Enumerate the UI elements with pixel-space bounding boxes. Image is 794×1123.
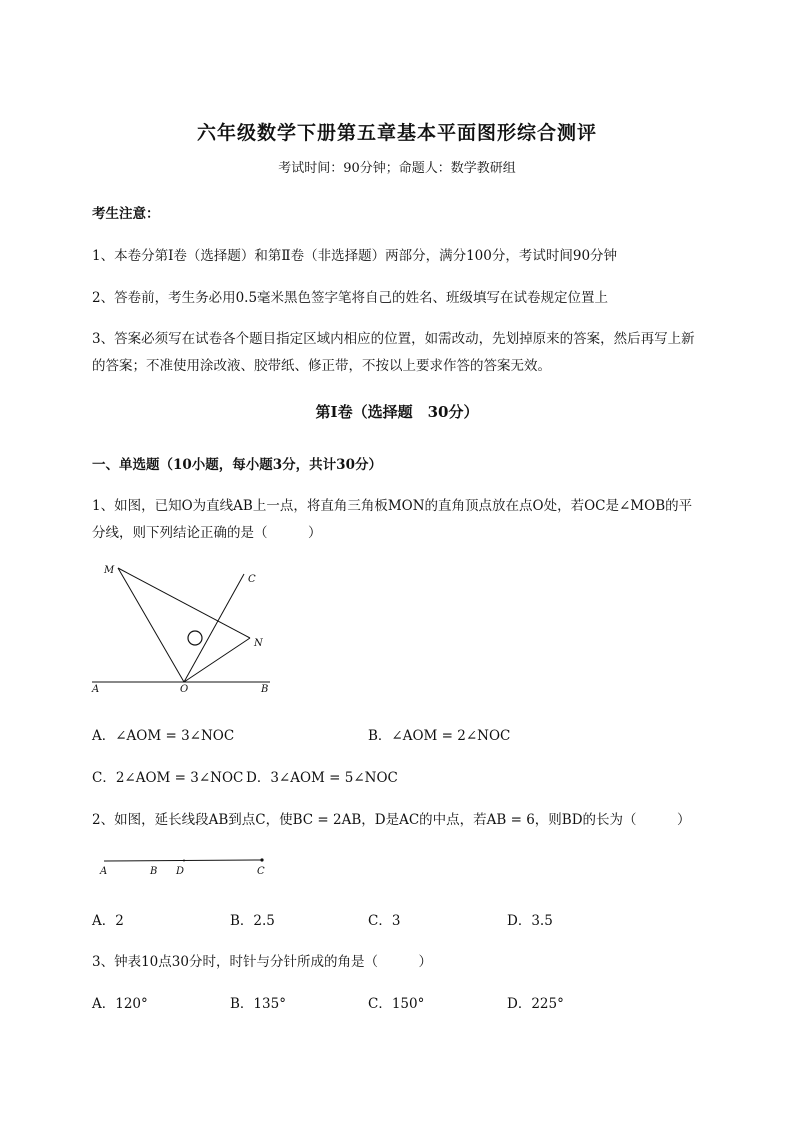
question-3-option-c[interactable]: C．150° xyxy=(368,996,425,1012)
question-1-figure xyxy=(88,560,278,700)
note-item-2: 2、答卷前，考生务必用0.5毫米黑色签字笔将自己的姓名、班级填写在试卷规定位置上 xyxy=(92,290,609,306)
point-label-n: N xyxy=(254,638,263,649)
question-1-stem-cont: 分线，则下列结论正确的是（ ） xyxy=(92,525,322,541)
page-title: 六年级数学下册第五章基本平面图形综合测评 xyxy=(196,122,597,144)
point-label-d: D xyxy=(176,866,185,877)
point-label-m: M xyxy=(104,565,115,576)
question-2-option-a[interactable]: A．2 xyxy=(92,913,124,929)
question-1-option-d[interactable]: D．3∠AOM = 5∠NOC xyxy=(246,770,398,786)
note-item-1: 1、本卷分第I卷（选择题）和第Ⅱ卷（非选择题）两部分，满分100分，考试时间90分钟 xyxy=(92,248,618,264)
section-title: 第I卷（选择题 30分） xyxy=(315,403,479,421)
point-label-a: A xyxy=(100,866,108,877)
triangle-hole xyxy=(188,631,202,645)
question-1-option-c[interactable]: C．2∠AOM = 3∠NOC xyxy=(92,770,244,786)
point-d-dot xyxy=(183,860,185,862)
point-label-a: A xyxy=(92,684,100,695)
question-3-stem: 3、钟表10点30分时，时针与分针所成的角是（ ） xyxy=(92,954,432,970)
point-label-c: C xyxy=(248,574,256,585)
point-label-b: B xyxy=(150,866,158,877)
question-2-figure xyxy=(96,852,276,878)
question-2-stem: 2、如图，延长线段AB到点C，使BC = 2AB，D是AC的中点，若AB = 6，则BD的长为（ ） xyxy=(92,812,691,828)
point-c-dot xyxy=(260,858,263,861)
point-label-o: O xyxy=(180,684,189,695)
question-3-option-b[interactable]: B．135° xyxy=(230,996,286,1012)
ray-oc xyxy=(184,574,244,682)
note-item-3: 3、答案必须写在试卷各个题目指定区域内相应的位置，如需改动，先划掉原来的答案，然后再写上新 xyxy=(92,331,695,347)
question-2-option-b[interactable]: B．2.5 xyxy=(230,913,275,929)
point-label-b: B xyxy=(261,684,269,695)
notes-heading: 考生注意： xyxy=(92,206,160,222)
question-3-option-a[interactable]: A．120° xyxy=(92,996,148,1012)
question-2-option-c[interactable]: C．3 xyxy=(368,913,401,929)
exam-subtitle: 考试时间：90分钟；命题人：数学教研组 xyxy=(278,161,516,176)
note-item-3-cont: 的答案；不准使用涂改液、胶带纸、修正带，不按以上要求作答的答案无效。 xyxy=(92,358,551,374)
question-1-stem: 1、如图，已知O为直线AB上一点，将直角三角板MON的直角顶点放在点O处，若OC是∠MOB的平 xyxy=(92,498,693,514)
question-2-option-d[interactable]: D．3.5 xyxy=(507,913,553,929)
question-1-option-b[interactable]: B．∠AOM = 2∠NOC xyxy=(368,728,511,744)
question-3-option-d[interactable]: D．225° xyxy=(507,996,564,1012)
question-1-option-a[interactable]: A．∠AOM = 3∠NOC xyxy=(92,728,235,744)
point-label-c: C xyxy=(257,866,265,877)
part-heading: 一、单选题（10小题，每小题3分，共计30分） xyxy=(92,457,382,473)
